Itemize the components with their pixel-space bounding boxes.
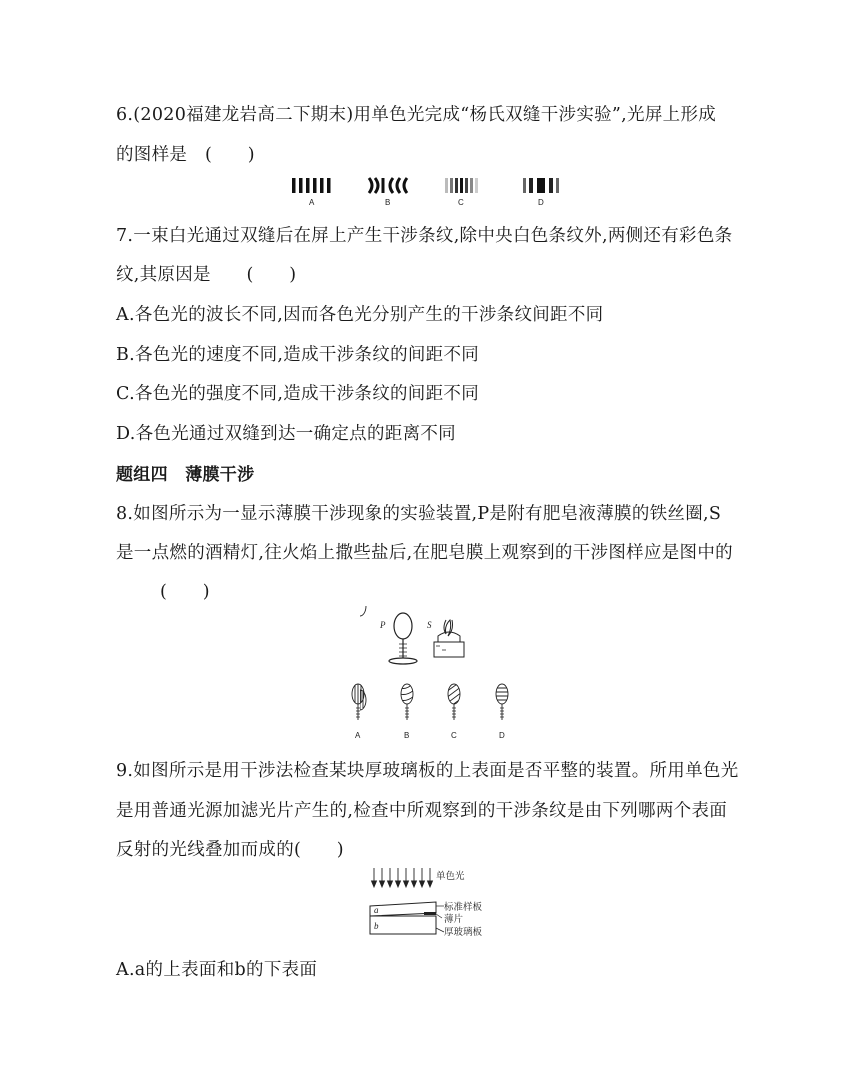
q8-option-c-label: C — [451, 731, 457, 740]
q8-option-c-pattern — [446, 682, 462, 720]
q9-line-2: 是用普通光源加滤光片产生的,检查中所观察到的干涉条纹是由下列哪两个表面 — [116, 801, 728, 821]
label-thick-glass: 厚玻璃板 — [444, 927, 483, 938]
q9-apparatus-figure — [366, 866, 516, 942]
label-thin-sheet: 薄片 — [444, 914, 464, 925]
q6-option-c-label: C — [458, 198, 464, 207]
q7-line-2: 纹,其原因是 ( ) — [116, 265, 297, 285]
q6-line-1: 6.(2020福建龙岩高二下期末)用单色光完成“杨氏双缝干涉实验”,光屏上形成 — [116, 105, 717, 125]
q8-line-2: 是一点燃的酒精灯,往火焰上撒些盐后,在肥皂膜上观察到的干涉图样应是图中的 — [116, 543, 733, 563]
q6-option-a-label: A — [309, 198, 315, 207]
label-standard-plate: 标准样板 — [444, 902, 483, 913]
q6-option-a-pattern — [292, 178, 331, 193]
q6-option-b-label: B — [385, 198, 391, 207]
thin-sheet — [424, 912, 436, 915]
label-p: P — [380, 620, 386, 630]
q6-option-d-label: D — [538, 198, 544, 207]
q7-option-c: C.各色光的强度不同,造成干涉条纹的间距不同 — [116, 384, 479, 404]
q7-line-1: 7.一束白光通过双缝后在屏上产生干涉条纹,除中央白色条纹外,两侧还有彩色条 — [116, 226, 733, 246]
thick-glass-plate — [370, 916, 436, 934]
q8-options-figure — [340, 680, 530, 744]
q8-line-3: ( ) — [160, 582, 210, 602]
q7-option-b: B.各色光的速度不同,造成干涉条纹的间距不同 — [116, 345, 480, 365]
q6-fringe-figure — [285, 172, 585, 208]
q6-option-d-pattern — [523, 178, 559, 193]
q9-line-3: 反射的光线叠加而成的( ) — [116, 840, 344, 860]
q6-option-c-pattern — [445, 178, 478, 193]
alcohol-lamp-s — [434, 620, 464, 657]
section-heading: 题组四 薄膜干涉 — [116, 465, 255, 485]
q7-option-a: A.各色光的波长不同,因而各色光分别产生的干涉条纹间距不同 — [116, 305, 604, 325]
q8-option-a-loop — [360, 606, 366, 616]
q8-option-d-label: D — [499, 731, 505, 740]
label-a: a — [374, 905, 379, 915]
label-monochromatic-light: 单色光 — [436, 871, 465, 882]
q8-option-a-label: A — [355, 731, 361, 740]
q9-line-1: 9.如图所示是用干涉法检查某块厚玻璃板的上表面是否平整的装置。所用单色光 — [116, 761, 739, 781]
label-b: b — [374, 921, 379, 931]
q7-option-d: D.各色光通过双缝到达一确定点的距离不同 — [116, 424, 456, 444]
q9-option-a: A.a的上表面和b的下表面 — [116, 960, 318, 980]
q8-option-a-pattern — [352, 682, 364, 720]
q8-option-b-label: B — [404, 731, 410, 740]
q8-line-1: 8.如图所示为一显示薄膜干涉现象的实验装置,P是附有肥皂液薄膜的铁丝圈,S — [116, 504, 722, 524]
q6-line-2: 的图样是 ( ) — [116, 145, 255, 165]
q6-option-b-pattern — [369, 178, 407, 193]
label-s: S — [427, 620, 432, 630]
q8-option-d-pattern — [494, 684, 510, 720]
wire-loop-p — [389, 613, 417, 664]
q8-option-b-pattern — [400, 684, 414, 720]
light-arrows — [372, 868, 433, 887]
